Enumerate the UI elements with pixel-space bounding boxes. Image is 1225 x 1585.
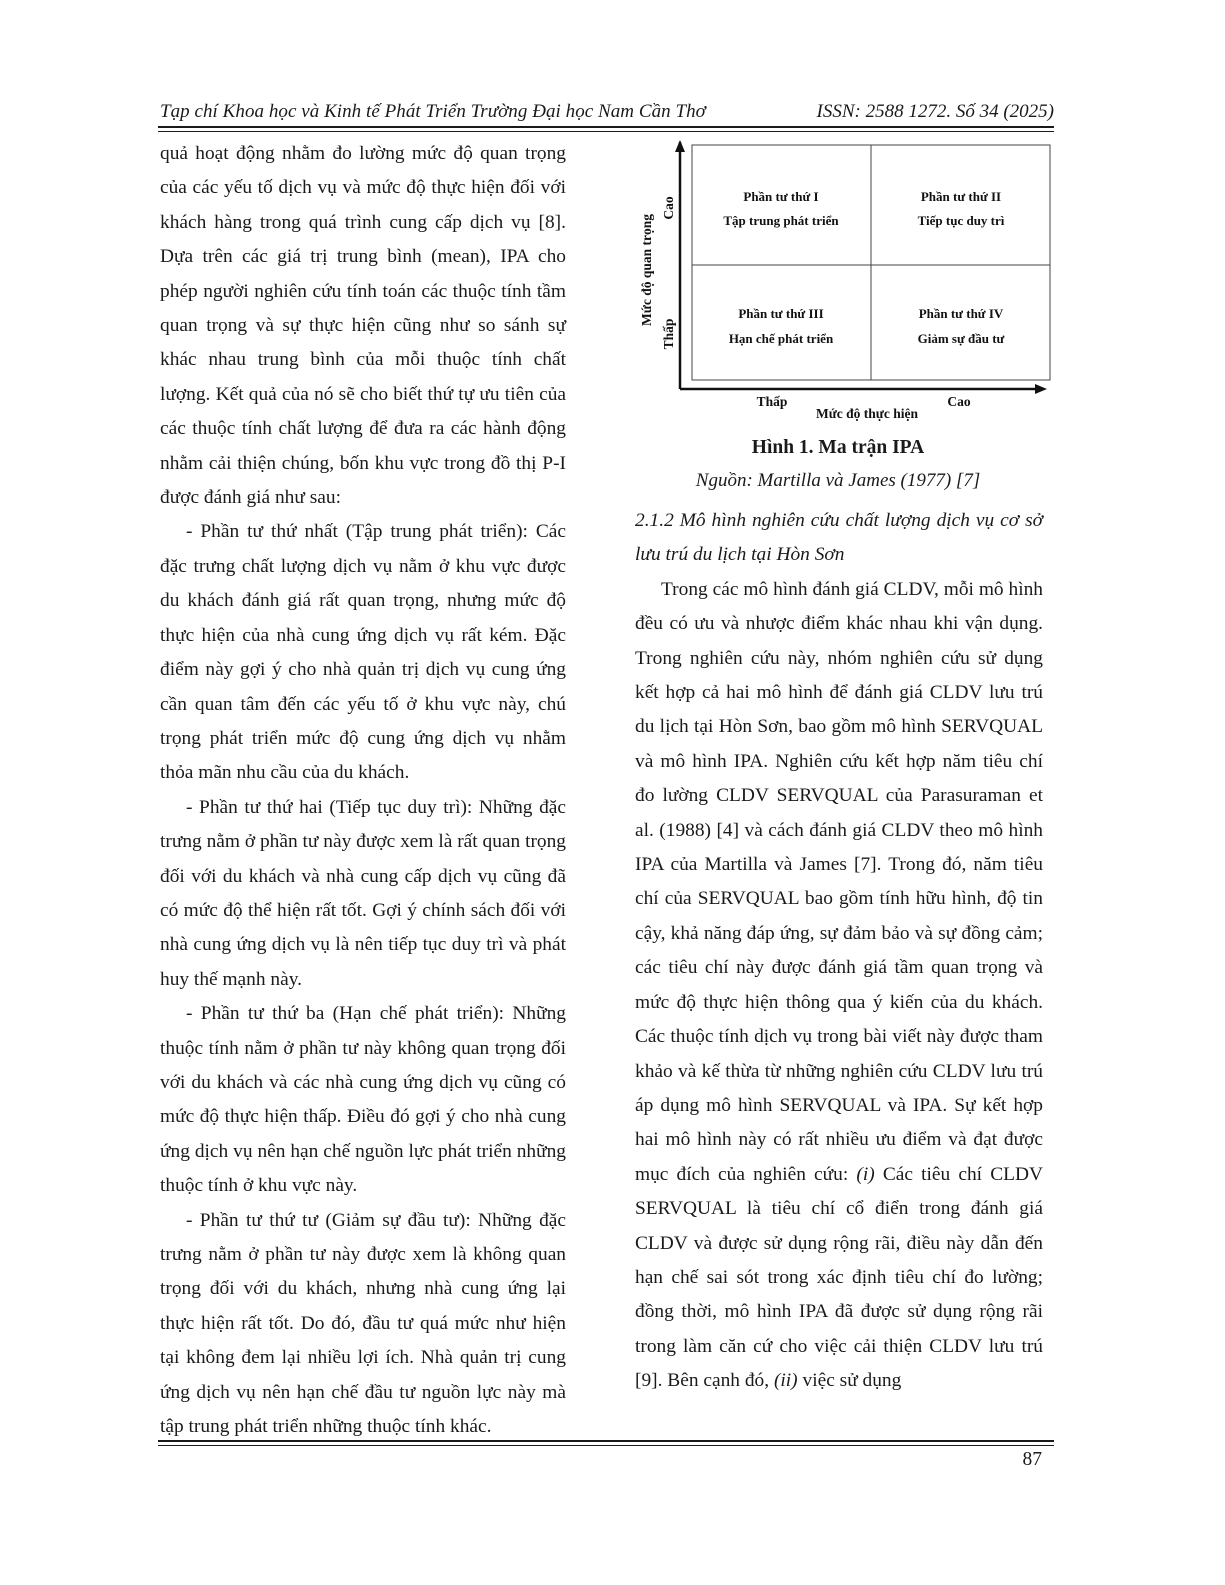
y-axis-title: Mức độ quan trọng bbox=[639, 214, 654, 326]
figure-caption: Hình 1. Ma trận IPA bbox=[751, 437, 925, 458]
y-axis-low-label: Thấp bbox=[661, 318, 676, 350]
x-axis-high-label: Cao bbox=[947, 394, 971, 409]
paragraph-text: Các tiêu chí CLDV SERVQUAL là tiêu chí cổ điển trong đánh giá CLDV và được sử dụng rộng rãi, điều này dẫn đến hạn chế sai sót trong xác định tiêu chí đo lường; đồng thời, mô hình IPA đã được sử dụng rộng rãi trong làm căn cứ cho việc cải thiện CLDV lưu trú [9]. Bên cạnh đó, bbox=[635, 1163, 1043, 1392]
quadrant-4-title: Phần tư thứ IV bbox=[918, 306, 1004, 321]
paragraph-text: Trong các mô hình đánh giá CLDV, mỗi mô hình đều có ưu và nhược điểm khác nhau khi vận dụng. Trong nghiên cứu này, nhóm nghiên cứu sử dụng kết hợp cả hai mô hình để đánh giá CLDV lưu trú du lịch tại Hòn Sơn, bao gồm mô hình SERVQUAL và mô hình IPA. Nghiên cứu kết hợp năm tiêu chí đo lường CLDV SERVQUAL của Parasuraman et al. (1988) [4] và cách đánh giá CLDV theo mô hình IPA của Martilla và James [7]. Trong đó, năm tiêu chí của SERVQUAL bao gồm tính hữu hình, độ tin cậy, khả năng đáp ứng, sự đảm bảo và sự đồng cảm; các tiêu chí này được đánh giá tầm quan trọng và mức độ thực hiện thông qua ý kiến của du khách. Các thuộc tính dịch vụ trong bài viết này được tham khảo và kế thừa từ những nghiên cứu CLDV lưu trú áp dụng mô hình SERVQUAL và IPA. Sự kết hợp hai mô hình này có rất nhiều ưu điểm và đạt được mục đích của nghiên cứu: bbox=[635, 578, 1043, 1185]
paragraph bbox=[635, 573, 1043, 1399]
issn-info: ISSN: 2588 1272. Số 34 (2025) bbox=[816, 101, 1054, 122]
figure-source: Nguồn: Martilla và James (1977) [7] bbox=[695, 470, 981, 491]
x-axis-arrow bbox=[1035, 384, 1047, 394]
x-axis-low-label: Thấp bbox=[756, 394, 788, 409]
paragraph: quả hoạt động nhằm đo lường mức độ quan trọng của các yếu tố dịch vụ và mức độ thực hiện đối với khách hàng trong quá trình cung cấp dịch vụ [8]. Dựa trên các giá trị trung bình (mean), IPA cho phép người nghiên cứu tính toán các thuộc tính tầm quan trọng và sự thực hiện cũng như so sánh sự khác nhau trung bình của mỗi thuộc tính chất lượng. Kết quả của nó sẽ cho biết thứ tự ưu tiên của các thuộc tính chất lượng để đưa ra các hành động nhằm cải thiện chúng, bốn khu vực trong đồ thị P-I được đánh giá như sau: bbox=[160, 143, 566, 509]
quadrant-3-title: Phần tư thứ III bbox=[738, 306, 824, 321]
ipa-matrix-figure bbox=[635, 140, 1055, 430]
y-axis-high-label: Cao bbox=[661, 196, 676, 220]
left-column bbox=[160, 137, 566, 1444]
header-rule bbox=[158, 126, 1054, 128]
quadrant-3-label: Hạn chế phát triển bbox=[728, 331, 834, 346]
footer-rule bbox=[158, 1440, 1054, 1442]
footer-rule-thin bbox=[158, 1445, 1054, 1446]
page-number: 87 bbox=[1022, 1449, 1042, 1470]
paragraph: - Phần tư thứ nhất (Tập trung phát triển): Các đặc trưng chất lượng dịch vụ nằm ở khu vực được du khách đánh giá rất quan trọng, nhưng mức độ thực hiện của nhà cung ứng dịch vụ rất kém. Đặc điểm này gợi ý cho nhà quản trị dịch vụ cung ứng cần quan tâm đến các yếu tố ở khu vực này, chú trọng phát triển mức độ cung ứng dịch vụ nhằm thỏa mãn nhu cầu của du khách. bbox=[160, 521, 566, 784]
quadrant-1-label: Tập trung phát triển bbox=[723, 213, 839, 228]
x-axis-title: Mức độ thực hiện bbox=[815, 406, 919, 421]
y-axis-arrow bbox=[675, 140, 685, 152]
header-rule-thin bbox=[158, 131, 1054, 132]
journal-title: Tạp chí Khoa học và Kinh tế Phát Triển Trường Đại học Nam Cần Thơ bbox=[160, 101, 706, 122]
quadrant-2-label: Tiếp tục duy trì bbox=[917, 213, 1005, 228]
paragraph: - Phần tư thứ hai (Tiếp tục duy trì): Những đặc trưng nằm ở phần tư này được xem là rất quan trọng đối với du khách và nhà cung cấp dịch vụ cũng đã có mức độ thể hiện rất tốt. Gợi ý chính sách đối với nhà cung ứng dịch vụ là nên tiếp tục duy trì và phát huy thế mạnh này. bbox=[160, 796, 566, 990]
quadrant-4-label: Giảm sự đầu tư bbox=[917, 331, 1005, 346]
paragraph-text: việc sử dụng bbox=[802, 1370, 902, 1392]
paragraph: - Phần tư thứ tư (Giảm sự đầu tư): Những đặc trưng nằm ở phần tư này được xem là không quan trọng đối với du khách, nhưng nhà cung ứng lại thực hiện rất tốt. Do đó, đầu tư quá mức như hiện tại không đem lại nhiều lợi ích. Nhà quản trị cung ứng dịch vụ nên hạn chế đầu tư nguồn lực này mà tập trung phát triển những thuộc tính khác. bbox=[160, 1209, 566, 1438]
ipa-matrix-diagram bbox=[635, 140, 1055, 430]
paragraph: - Phần tư thứ ba (Hạn chế phát triển): Những thuộc tính nằm ở phần tư này không quan trọng đối với du khách và các nhà cung ứng dịch vụ cũng có mức độ thực hiện thấp. Điều đó gợi ý cho nhà cung ứng dịch vụ nên hạn chế nguồn lực phát triển những thuộc tính ở khu vực này. bbox=[160, 1003, 566, 1197]
quadrant-2-title: Phần tư thứ II bbox=[920, 189, 1002, 204]
list-marker: (i) bbox=[856, 1163, 875, 1185]
section-heading: 2.1.2 Mô hình nghiên cứu chất lượng dịch vụ cơ sở lưu trú du lịch tại Hòn Sơn bbox=[635, 510, 1043, 566]
quadrant-1-title: Phần tư thứ I bbox=[743, 189, 819, 204]
list-marker: (ii) bbox=[773, 1370, 798, 1392]
right-column bbox=[635, 504, 1043, 1399]
